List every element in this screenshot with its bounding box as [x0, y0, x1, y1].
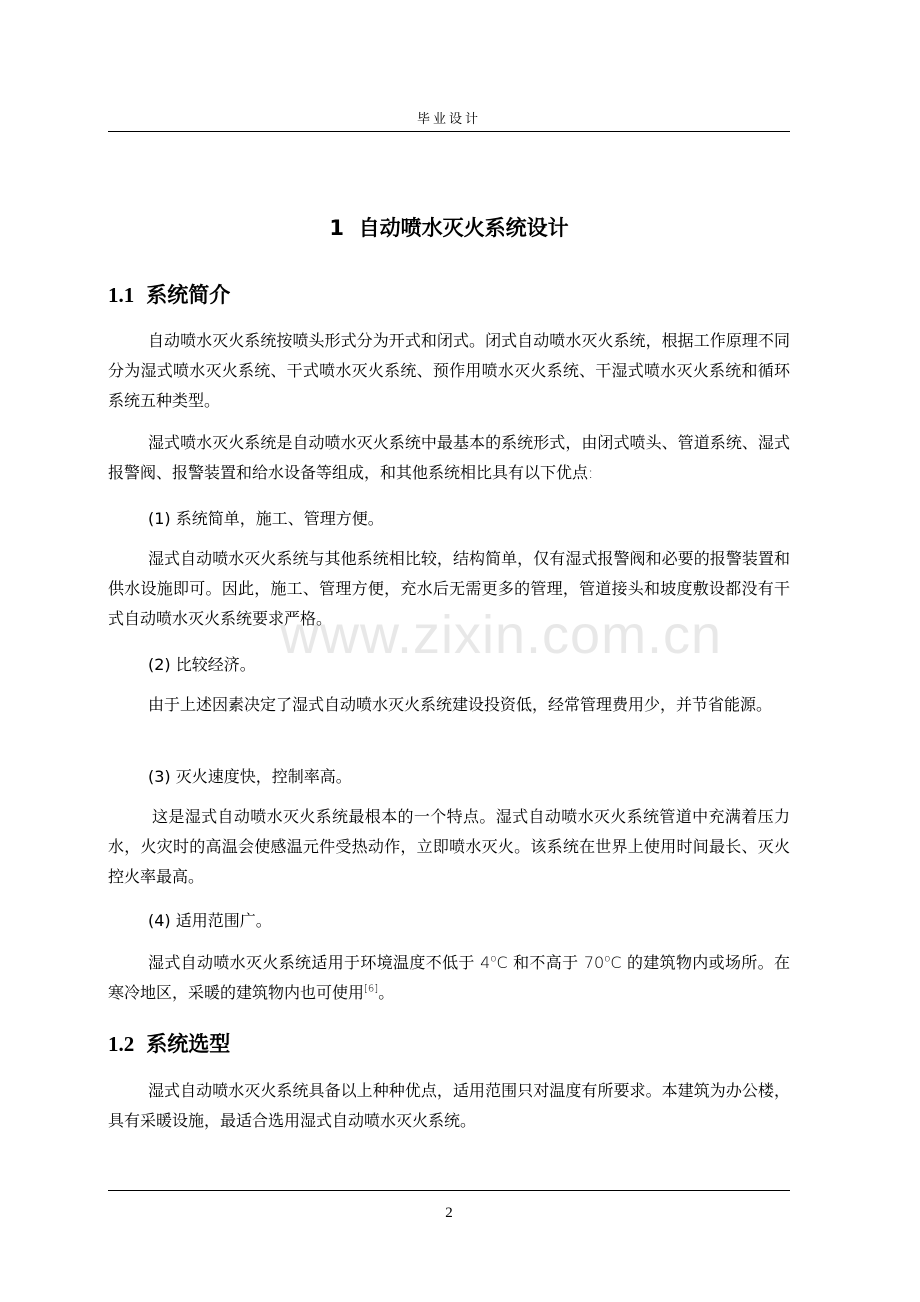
citation-ref: [6] — [364, 983, 379, 995]
page-header: 毕业设计 — [416, 112, 481, 127]
text-segment: C 的建筑物内或场所。在寒冷地区，采暖的建筑物内也可使用 — [108, 953, 790, 1002]
section-number: 1.2 — [108, 1032, 135, 1056]
text-segment: 湿式自动喷水灭火系统适用于环境温度不低于 4 — [148, 953, 491, 972]
paragraph-wet-system: 湿式喷水灭火系统是自动喷水灭火系统中最基本的系统形式，由闭式喷头、管道系统、湿式报警阀、报警装置和给水设备等组成，和其他系统相比具有以下优点: — [108, 433, 790, 482]
header-rule — [108, 131, 790, 132]
chapter-title-text: 自动喷水灭火系统设计 — [358, 216, 569, 240]
section-heading-1-2 — [108, 1028, 230, 1058]
chapter-title — [108, 212, 790, 242]
list-item-body: 这是湿式自动喷水灭火系统最根本的一个特点。湿式自动喷水灭火系统管道中充满着压力水，火灾时的高温会使感温元件受热动作，立即喷水灭火。该系统在世界上使用时间最长、灭火控火率最高。 — [108, 807, 790, 886]
chapter-number: 1 — [329, 216, 344, 240]
section-title: 系统选型 — [146, 1032, 231, 1056]
watermark: www.zixin.com.cn — [280, 605, 723, 665]
text-segment: C 和不高于 70 — [496, 953, 605, 972]
list-item-body: 由于上述因素决定了湿式自动喷水灭火系统建设投资低，经常管理费用少，并节省能源。 — [148, 695, 773, 714]
degree-symbol: o — [490, 953, 497, 965]
page-number: 2 — [445, 1205, 453, 1221]
list-item-body: 湿式自动喷水灭火系统与其他系统相比较，结构简单，仅有湿式报警阀和必要的报警装置和供水设施即可。因此，施工、管理方便，充水后无需更多的管理，管道接头和坡度敷设都没有干式自动喷水灭火系统要求严格。 — [108, 549, 790, 628]
list-item-label: (1) 系统简单，施工、管理方便。 — [148, 509, 384, 528]
list-item-body — [108, 948, 790, 1008]
section-heading-1-1 — [108, 279, 230, 309]
list-item-label: (4) 适用范围广。 — [148, 911, 272, 930]
text-segment: 。 — [378, 983, 395, 1002]
list-item-label: (2) 比较经济。 — [148, 655, 256, 674]
degree-symbol: o — [604, 953, 611, 965]
section-number: 1.1 — [108, 283, 135, 307]
paragraph-selection: 湿式自动喷水灭火系统具备以上种种优点，适用范围只对温度有所要求。本建筑为办公楼，具有采暖设施，最适合选用湿式自动喷水灭火系统。 — [108, 1081, 790, 1130]
section-title: 系统简介 — [146, 283, 231, 307]
list-item-label: (3) 灭火速度快，控制率高。 — [148, 767, 352, 786]
paragraph-intro: 自动喷水灭火系统按喷头形式分为开式和闭式。闭式自动喷水灭火系统，根据工作原理不同分为湿式喷水灭火系统、干式喷水灭火系统、预作用喷水灭火系统、干湿式喷水灭火系统和循环系统五种类型。 — [108, 331, 790, 410]
footer-rule — [108, 1190, 790, 1191]
